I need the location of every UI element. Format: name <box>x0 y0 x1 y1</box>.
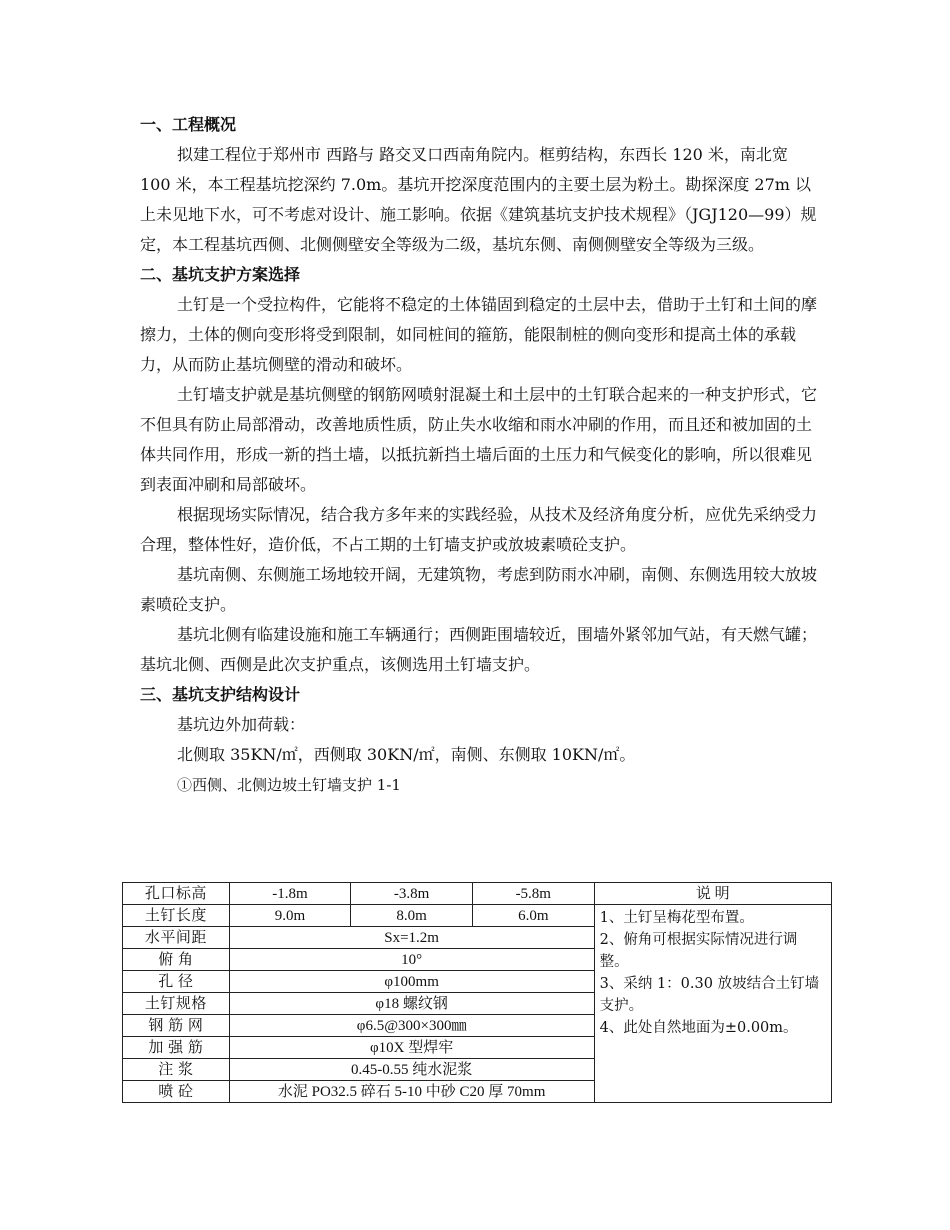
section-3-paragraph-2: 北侧取 35KN/㎡，西侧取 30KN/㎡，南侧、东侧取 10KN/㎡。 <box>177 745 636 764</box>
table-cell: 0.45-0.55 纯水泥浆 <box>229 1059 594 1081</box>
section-1-paragraph: 拟建工程位于郑州市 西路与 路交叉口西南角院内。框剪结构，东西长 120 米，南北宽 100 米，本工程基坑挖深约 7.0m。基坑开挖深度范围内的主要土层为粉土。勘探深度 27m 以上未见地下水，可不考虑对设计、施工影响。依据《建筑基坑支护技术规程》（JGJ120—99）规定，本工程基坑西侧、北侧侧壁安全等级为二级，基坑东侧、南侧侧壁安全等级为三级。 <box>140 145 817 254</box>
section-2-paragraph-4: 基坑南侧、东侧施工场地较开阔，无建筑物，考虑到防雨水冲刷，南侧、东侧选用较大放坡素喷砼支护。 <box>140 565 818 614</box>
section-2-heading: 二、基坑支护方案选择 <box>140 265 301 284</box>
table-cell: 土钉规格 <box>123 993 230 1015</box>
table-cell: -1.8m <box>229 883 351 905</box>
table-cell: 水泥 PO32.5 碎石 5-10 中砂 C20 厚 70mm <box>229 1081 594 1103</box>
table-cell: 喷 砼 <box>123 1081 230 1103</box>
table-row <box>123 883 832 905</box>
table-cell: 10° <box>229 949 594 971</box>
table-cell: 8.0m <box>351 905 473 927</box>
table-row <box>123 905 832 927</box>
table-cell: 水平间距 <box>123 927 230 949</box>
table-cell: -5.8m <box>472 883 594 905</box>
table-cell: 加 强 筋 <box>123 1037 230 1059</box>
table-caption: ①西侧、北侧边坡土钉墙支护 1-1 <box>177 776 401 794</box>
note-item: 4、此处自然地面为±0.00m。 <box>599 1020 798 1036</box>
table-cell: φ6.5@300×300㎜ <box>229 1015 594 1037</box>
section-3-paragraph-1: 基坑边外加荷载： <box>177 715 306 734</box>
notes-header: 说 明 <box>594 883 831 905</box>
section-2-paragraph-1: 土钉是一个受拉构件，它能将不稳定的土体锚固到稳定的土层中去，借助于土钉和土间的摩擦力，土体的侧向变形将受到限制，如同桩间的箍筋，能限制桩的侧向变形和提高土体的承载力，从而防止基坑侧壁的滑动和破坏。 <box>140 295 818 374</box>
table-cell: 俯 角 <box>123 949 230 971</box>
section-1-heading: 一、工程概况 <box>140 115 237 134</box>
note-item: 2、俯角可根据实际情况进行调整。 <box>599 932 798 970</box>
soil-nail-spec-table <box>122 882 832 1103</box>
table-cell: 土钉长度 <box>123 905 230 927</box>
section-2-paragraph-5: 基坑北侧有临建设施和施工车辆通行；西侧距围墙较近，围墙外紧邻加气站，有天燃气罐；基坑北侧、西侧是此次支护重点，该侧选用土钉墙支护。 <box>140 625 818 674</box>
table-cell: 孔 径 <box>123 971 230 993</box>
table-cell: φ18 螺纹钢 <box>229 993 594 1015</box>
table-cell: 孔口标高 <box>123 883 230 905</box>
section-2-paragraph-3: 根据现场实际情况，结合我方多年来的实践经验，从技术及经济角度分析，应优先采纳受力合理，整体性好，造价低，不占工期的土钉墙支护或放坡素喷砼支护。 <box>140 505 818 554</box>
section-2-paragraph-2: 土钉墙支护就是基坑侧壁的钢筋网喷射混凝土和土层中的土钉联合起来的一种支护形式，它不但具有防止局部滑动，改善地质性质，防止失水收缩和雨水冲刷的作用，而且还和被加固的土体共同作用，形成一新的挡土墙，以抵抗新挡土墙后面的土压力和气候变化的影响，所以很难见到表面冲刷和局部破坏。 <box>140 385 818 494</box>
table-cell: 注 浆 <box>123 1059 230 1081</box>
document-body <box>140 110 820 800</box>
table-cell: φ10X 型焊牢 <box>229 1037 594 1059</box>
table-cell: 钢 筋 网 <box>123 1015 230 1037</box>
note-item: 1、土钉呈梅花型布置。 <box>599 910 754 926</box>
note-item: 3、采纳 1：0.30 放坡结合土钉墙支护。 <box>599 976 820 1014</box>
section-3-heading: 三、基坑支护结构设计 <box>140 685 301 704</box>
table-cell: -3.8m <box>351 883 473 905</box>
notes-cell <box>594 905 831 1103</box>
table-cell: Sx=1.2m <box>229 927 594 949</box>
table-cell: 9.0m <box>229 905 351 927</box>
table-cell: φ100mm <box>229 971 594 993</box>
table-cell: 6.0m <box>472 905 594 927</box>
